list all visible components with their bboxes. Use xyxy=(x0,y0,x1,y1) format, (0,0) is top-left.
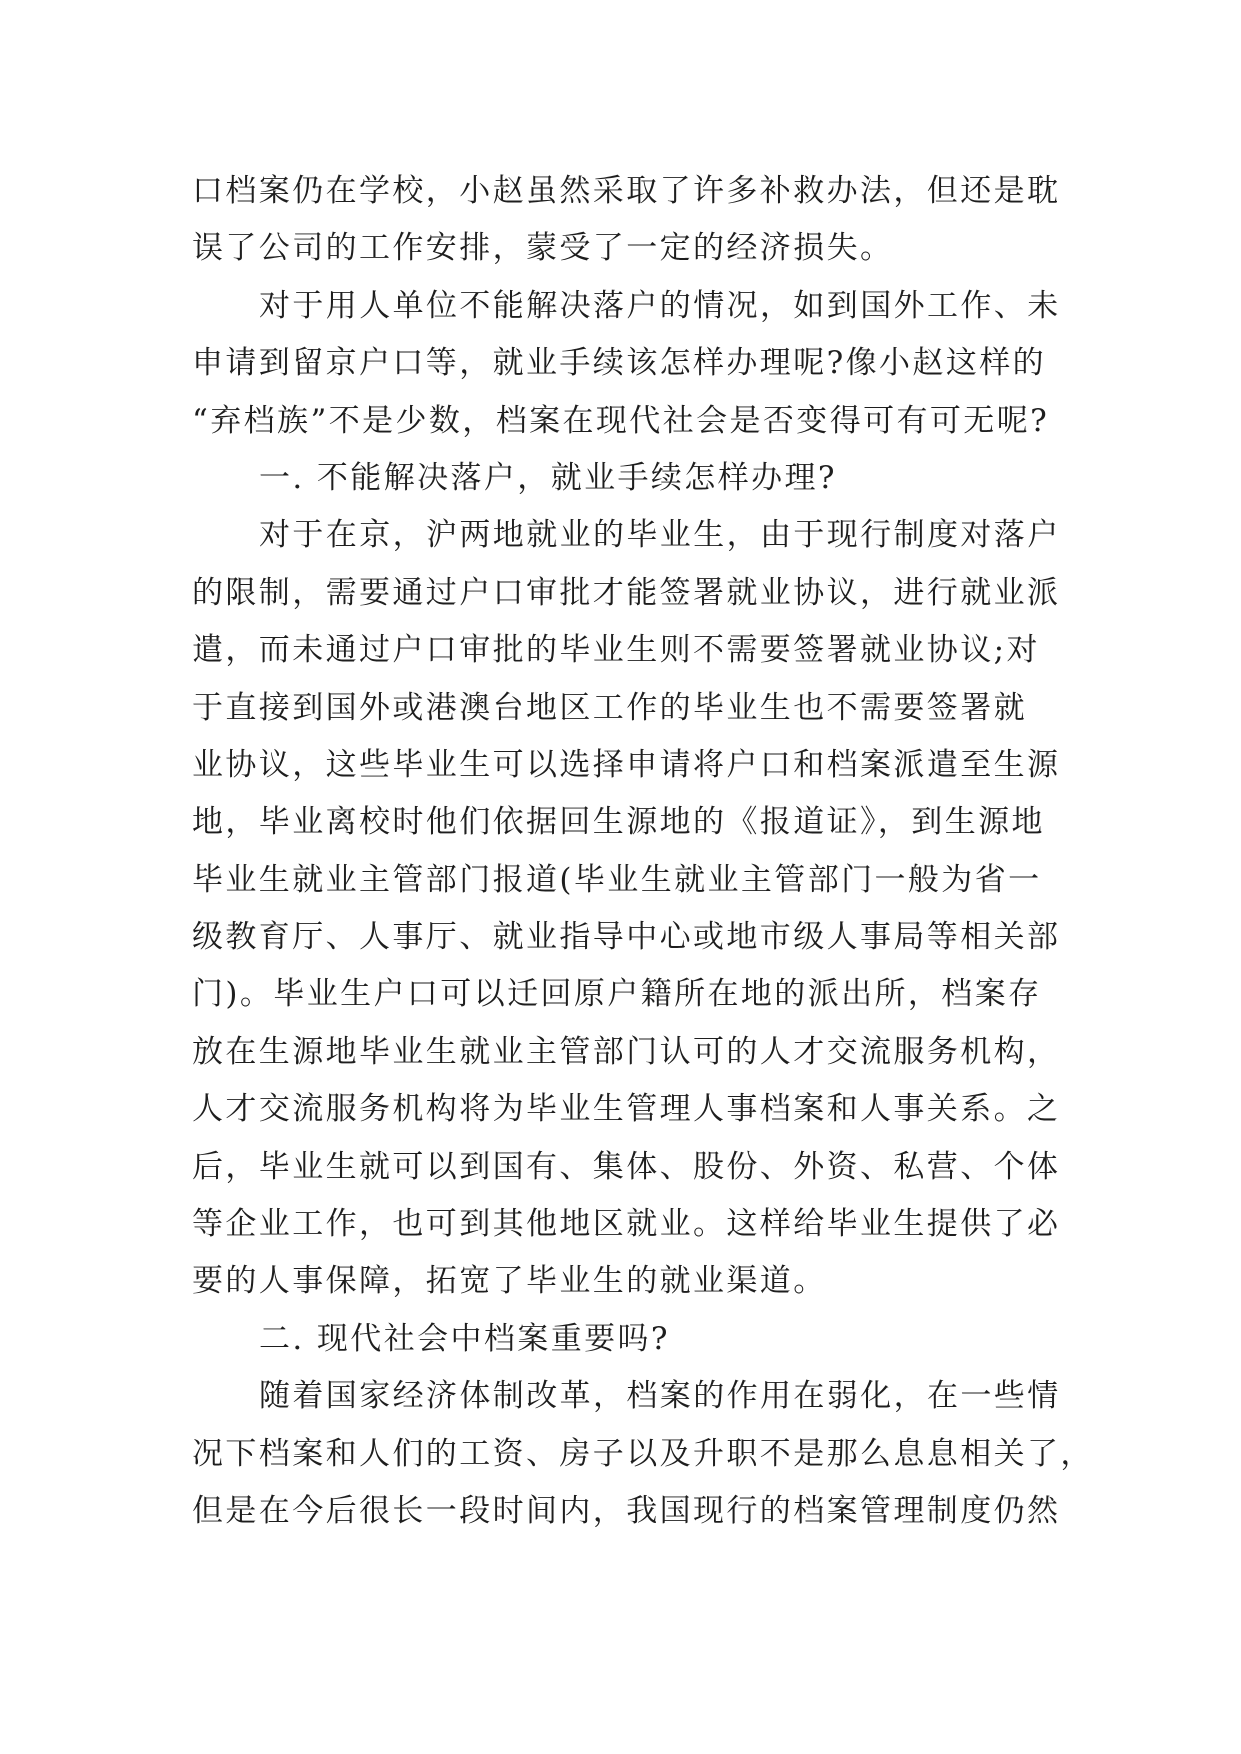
text-line: “弃档族”不是少数，档案在现代社会是否变得可有可无呢? xyxy=(192,402,1050,439)
text-line: 申请到留京户口等，就业手续该怎样办理呢?像小赵这样的 xyxy=(192,345,1047,382)
paragraph-first-line: 对于在京，沪两地就业的毕业生，由于现行制度对落户 xyxy=(259,517,1061,554)
section-heading-2: 二. 现代社会中档案重要吗? xyxy=(259,1320,670,1357)
paragraph-first-line: 随着国家经济体制改革，档案的作用在弱化，在一些情 xyxy=(259,1378,1061,1415)
document-body xyxy=(192,163,1094,1540)
text-line: 于直接到国外或港澳台地区工作的毕业生也不需要签署就 xyxy=(192,689,1027,726)
text-line: 要的人事保障，拓宽了毕业生的就业渠道。 xyxy=(192,1263,827,1300)
text-line: 业协议，这些毕业生可以选择申请将户口和档案派遣至生源 xyxy=(192,746,1061,783)
text-line: 况下档案和人们的工资、房子以及升职不是那么息息相关了， xyxy=(192,1435,1094,1472)
section-heading-1: 一. 不能解决落户，就业手续怎样办理? xyxy=(259,459,837,496)
text-line: 但是在今后很长一段时间内，我国现行的档案管理制度仍然 xyxy=(192,1492,1061,1529)
text-line: 误了公司的工作安排，蒙受了一定的经济损失。 xyxy=(192,230,894,267)
text-line: 级教育厅、人事厅、就业指导中心或地市级人事局等相关部 xyxy=(192,919,1061,956)
text-line: 的限制，需要通过户口审批才能签署就业协议，进行就业派 xyxy=(192,574,1061,611)
text-line: 毕业生就业主管部门报道(毕业生就业主管部门一般为省一 xyxy=(192,861,1042,898)
text-line: 门)。毕业生户口可以迁回原户籍所在地的派出所，档案存 xyxy=(192,976,1042,1013)
text-line: 人才交流服务机构将为毕业生管理人事档案和人事关系。之 xyxy=(192,1091,1061,1128)
paragraph-first-line: 对于用人单位不能解决落户的情况，如到国外工作、未 xyxy=(259,287,1061,324)
text-line: 口档案仍在学校，小赵虽然采取了许多补救办法，但还是耽 xyxy=(192,173,1061,209)
text-line: 后，毕业生就可以到国有、集体、股份、外资、私营、个体 xyxy=(192,1148,1061,1185)
text-line: 放在生源地毕业生就业主管部门认可的人才交流服务机构， xyxy=(192,1033,1061,1070)
text-line: 等企业工作，也可到其他地区就业。这样给毕业生提供了必 xyxy=(192,1206,1061,1243)
text-line: 遣，而未通过户口审批的毕业生则不需要签署就业协议;对 xyxy=(192,632,1040,669)
text-line: 地，毕业离校时他们依据回生源地的《报道证》，到生源地 xyxy=(192,804,1045,841)
